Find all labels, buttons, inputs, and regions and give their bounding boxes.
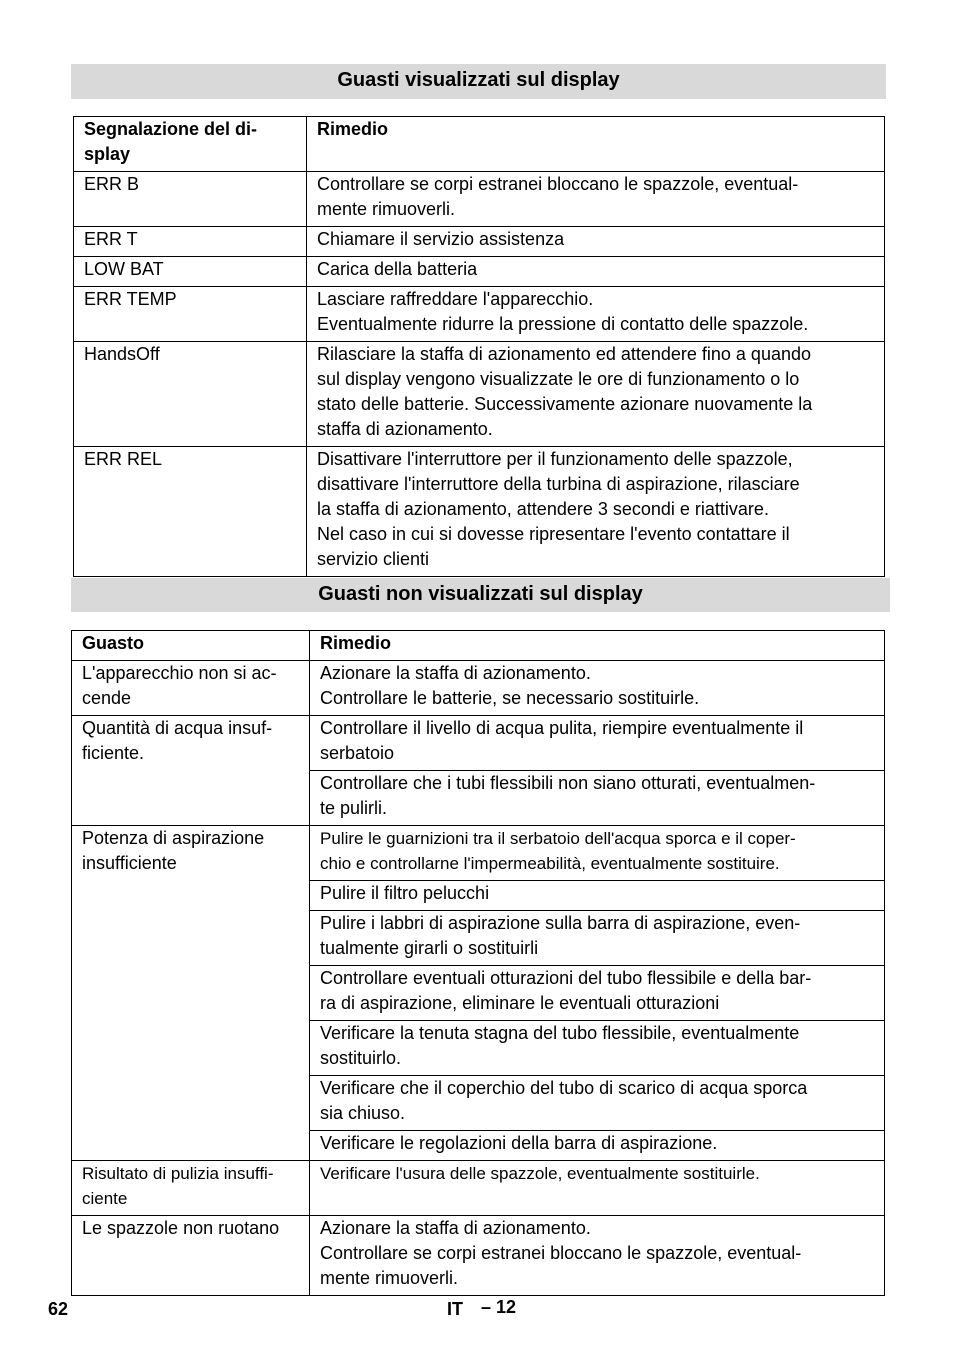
page-number: 62 <box>48 1299 69 1319</box>
error-code: ERR TEMP <box>74 287 307 342</box>
fault-text: Risultato di pulizia insuffi- ciente <box>72 1161 310 1216</box>
table-header-row <box>74 117 885 172</box>
fault-text: Quantità di acqua insuf- ficiente. <box>72 716 310 826</box>
section1-title-band <box>71 64 886 99</box>
remedy-text: Controllare eventuali otturazioni del tubo flessibile e della bar- ra di aspirazione, eliminare le eventuali otturazioni <box>310 966 885 1021</box>
error-code: LOW BAT <box>74 257 307 287</box>
table-row <box>72 716 885 771</box>
remedy-text: Disattivare l'interruttore per il funzionamento delle spazzole, disattivare l'interruttore della turbina di aspirazione, rilasciare la staffa di azionamento, attendere 3 secondi e riattivare. Nel caso in cui si dovesse ripresentare l'evento contattare il servizio clienti <box>307 447 885 577</box>
table-row <box>74 342 885 447</box>
table-row <box>74 227 885 257</box>
section2-title-band <box>71 578 890 612</box>
table-row <box>72 826 885 881</box>
header-remedy: Rimedio <box>307 117 885 172</box>
remedy-text: Verificare l'usura delle spazzole, eventualmente sostituirle. <box>310 1161 885 1216</box>
language-code: IT <box>447 1299 463 1319</box>
table-row <box>74 447 885 577</box>
header-fault: Guasto <box>72 631 310 661</box>
remedy-text: Carica della batteria <box>307 257 885 287</box>
remedy-text: Pulire i labbri di aspirazione sulla barra di aspirazione, even- tualmente girarli o sostituirli <box>310 911 885 966</box>
table-row <box>72 1216 885 1296</box>
remedy-text: Chiamare il servizio assistenza <box>307 227 885 257</box>
section1-title: Guasti visualizzati sul display <box>337 69 620 91</box>
table-row <box>74 172 885 227</box>
remedy-text: Verificare che il coperchio del tubo di scarico di acqua sporca sia chiuso. <box>310 1076 885 1131</box>
section-page-number: – 12 <box>481 1297 517 1317</box>
remedy-text: Azionare la staffa di azionamento. Controllare se corpi estranei bloccano le spazzole, eventual- mente rimuoverli. <box>310 1216 885 1296</box>
table-row <box>74 257 885 287</box>
remedy-text: Controllare il livello di acqua pulita, riempire eventualmente il serbatoio <box>310 716 885 771</box>
error-code: ERR B <box>74 172 307 227</box>
table-row <box>72 661 885 716</box>
displayed-faults-table <box>73 116 885 577</box>
section2-title: Guasti non visualizzati sul display <box>318 583 643 605</box>
remedy-text: Pulire il filtro pelucchi <box>310 881 885 911</box>
fault-text: L'apparecchio non si ac- cende <box>72 661 310 716</box>
remedy-text: Verificare le regolazioni della barra di aspirazione. <box>310 1131 885 1161</box>
table-row <box>74 287 885 342</box>
table-header-row <box>72 631 885 661</box>
remedy-text: Verificare la tenuta stagna del tubo flessibile, eventualmente sostituirlo. <box>310 1021 885 1076</box>
error-code: ERR REL <box>74 447 307 577</box>
error-code: ERR T <box>74 227 307 257</box>
fault-text: Le spazzole non ruotano <box>72 1216 310 1296</box>
fault-text: Potenza di aspirazione insufficiente <box>72 826 310 1161</box>
table-row <box>72 1161 885 1216</box>
remedy-text: Controllare se corpi estranei bloccano le spazzole, eventual- mente rimuoverli. <box>307 172 885 227</box>
header-display-message: Segnalazione del di- splay <box>74 117 307 172</box>
remedy-text: Azionare la staffa di azionamento. Controllare le batterie, se necessario sostituirle. <box>310 661 885 716</box>
remedy-text: Pulire le guarnizioni tra il serbatoio dell'acqua sporca e il coper- chio e controllarne l'impermeabilità, eventualmente sostituire. <box>310 826 885 881</box>
remedy-text: Controllare che i tubi flessibili non siano otturati, eventualmen- te pulirli. <box>310 771 885 826</box>
non-displayed-faults-table <box>71 630 885 1296</box>
error-code: HandsOff <box>74 342 307 447</box>
remedy-text: Rilasciare la staffa di azionamento ed attendere fino a quando sul display vengono visualizzate le ore di funzionamento o lo stato delle batterie. Successivamente azionare nuovamente la staffa di azionamento. <box>307 342 885 447</box>
remedy-text: Lasciare raffreddare l'apparecchio. Eventualmente ridurre la pressione di contatto delle spazzole. <box>307 287 885 342</box>
header-remedy: Rimedio <box>310 631 885 661</box>
